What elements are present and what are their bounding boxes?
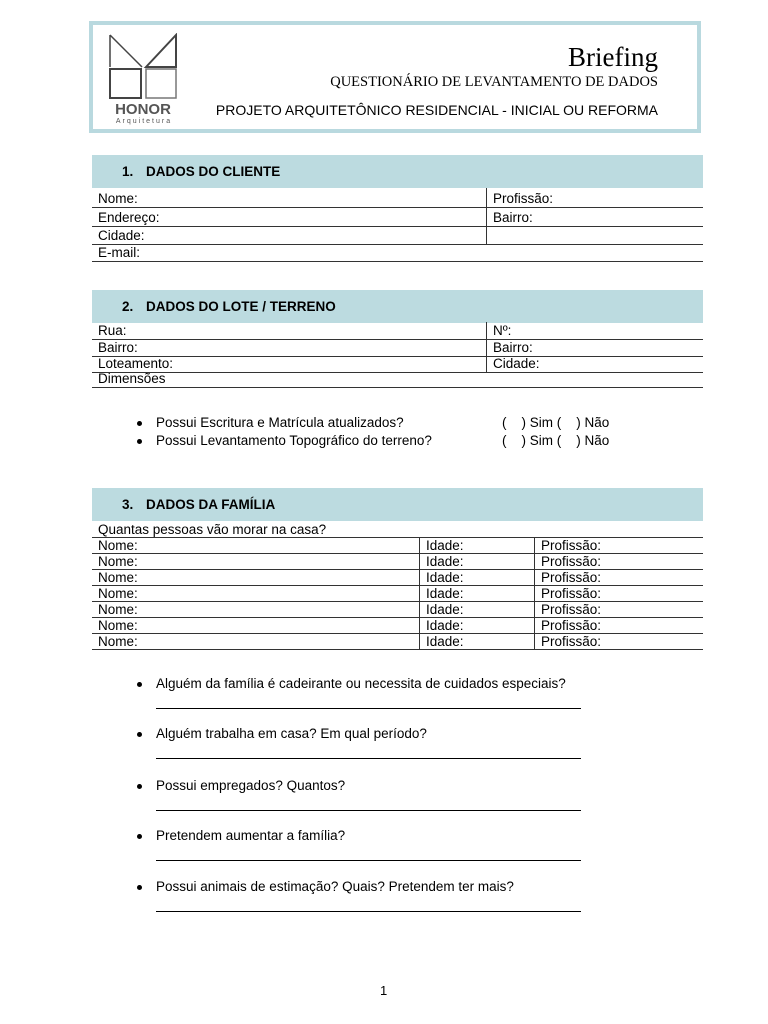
section-number: 1.	[122, 164, 134, 179]
family-question	[156, 726, 427, 741]
family-question	[156, 676, 566, 691]
field-label: Bairro:	[98, 340, 138, 355]
form-row[interactable]	[92, 188, 703, 208]
form-row[interactable]	[92, 208, 703, 227]
question-text: Alguém da família é cadeirante ou necessita de cuidados especiais?	[156, 676, 566, 691]
section-title: DADOS DO LOTE / TERRENO	[146, 299, 336, 314]
column-divider	[419, 570, 420, 585]
field-label: Idade:	[426, 634, 464, 649]
field-label: Nome:	[98, 191, 138, 206]
column-divider	[486, 357, 487, 372]
column-divider	[419, 602, 420, 617]
section-number: 3.	[122, 497, 134, 512]
section-1-header	[92, 155, 703, 188]
field-label: Endereço:	[98, 210, 160, 225]
answer-line[interactable]	[156, 708, 581, 709]
question-text: Possui animais de estimação? Quais? Pretendem ter mais?	[156, 879, 514, 894]
field-label: Nome:	[98, 634, 138, 649]
field-label: Nome:	[98, 570, 138, 585]
family-count-field[interactable]	[92, 520, 703, 538]
field-label: Profissão:	[493, 191, 554, 206]
field-label: Loteamento:	[98, 356, 174, 371]
family-question	[156, 879, 514, 894]
field-label: Profissão:	[541, 618, 602, 633]
field-label: Profissão:	[541, 634, 602, 649]
field-label: Profissão:	[541, 570, 602, 585]
column-divider	[486, 340, 487, 356]
family-member-row[interactable]	[92, 538, 703, 554]
form-row[interactable]	[92, 340, 703, 357]
column-divider	[419, 554, 420, 569]
section-number: 2.	[122, 299, 134, 314]
answer-line[interactable]	[156, 860, 581, 861]
field-label: Profissão:	[541, 538, 602, 553]
page-number: 1	[380, 983, 388, 998]
column-divider	[486, 208, 487, 226]
checklist-question	[156, 415, 404, 430]
field-label: Idade:	[426, 554, 464, 569]
section-title: DADOS DO CLIENTE	[146, 164, 281, 179]
family-member-row[interactable]	[92, 602, 703, 618]
column-divider	[486, 188, 487, 207]
field-label: Profissão:	[541, 602, 602, 617]
column-divider	[534, 618, 535, 633]
column-divider	[419, 538, 420, 553]
column-divider	[419, 586, 420, 601]
project-type: PROJETO ARQUITETÔNICO RESIDENCIAL - INICIAL OU REFORMA	[215, 102, 658, 118]
family-member-row[interactable]	[92, 554, 703, 570]
field-label: Idade:	[426, 538, 464, 553]
honor-logo	[108, 33, 180, 125]
field-label: Bairro:	[493, 340, 533, 355]
form-row[interactable]	[92, 245, 703, 262]
field-label: E-mail:	[98, 245, 141, 260]
field-label: Bairro:	[493, 210, 533, 225]
family-member-row[interactable]	[92, 618, 703, 634]
column-divider	[534, 634, 535, 649]
field-label: Cidade:	[98, 228, 145, 243]
column-divider	[486, 227, 487, 244]
doc-subtitle: QUESTIONÁRIO DE LEVANTAMENTO DE DADOS	[330, 74, 658, 90]
section-2-header	[92, 290, 703, 323]
yes-no-options[interactable]: ( ) Sim ( ) Não	[502, 415, 610, 430]
section-3-header	[92, 488, 703, 521]
field-label: Profissão:	[541, 586, 602, 601]
field-label: Nome:	[98, 618, 138, 633]
column-divider	[534, 538, 535, 553]
answer-line[interactable]	[156, 758, 581, 759]
field-label: Idade:	[426, 602, 464, 617]
question-text: Alguém trabalha em casa? Em qual período?	[156, 726, 427, 741]
column-divider	[534, 554, 535, 569]
field-label: Idade:	[426, 570, 464, 585]
field-label: Profissão:	[541, 554, 602, 569]
column-divider	[534, 570, 535, 585]
field-label: Dimensões	[98, 371, 166, 386]
form-row[interactable]	[92, 373, 703, 388]
svg-text:Arquitetura: Arquitetura	[115, 118, 173, 125]
column-divider	[419, 618, 420, 633]
yes-no-options[interactable]: ( ) Sim ( ) Não	[502, 433, 610, 448]
checklist-question	[156, 433, 432, 448]
field-label: Idade:	[426, 618, 464, 633]
question-text: Possui Escritura e Matrícula atualizados?	[156, 415, 404, 430]
field-label: Nome:	[98, 586, 138, 601]
question-text: Possui empregados? Quantos?	[156, 778, 346, 793]
column-divider	[534, 602, 535, 617]
field-label: Nº:	[493, 323, 512, 338]
answer-line[interactable]	[156, 810, 581, 811]
column-divider	[486, 322, 487, 339]
field-label: Rua:	[98, 323, 127, 338]
family-question	[156, 778, 345, 793]
section-title: DADOS DA FAMÍLIA	[146, 497, 276, 512]
field-label: Quantas pessoas vão morar na casa?	[98, 522, 327, 537]
family-member-row[interactable]	[92, 634, 703, 650]
family-member-row[interactable]	[92, 586, 703, 602]
form-row[interactable]	[92, 227, 703, 245]
field-label: Nome:	[98, 538, 138, 553]
question-text: Pretendem aumentar a família?	[156, 828, 346, 843]
family-question	[156, 828, 345, 843]
field-label: Nome:	[98, 554, 138, 569]
question-text: Possui Levantamento Topográfico do terreno?	[156, 433, 432, 448]
field-label: Nome:	[98, 602, 138, 617]
svg-text:HONOR: HONOR	[115, 101, 171, 118]
family-member-row[interactable]	[92, 570, 703, 586]
field-label: Idade:	[426, 586, 464, 601]
column-divider	[419, 634, 420, 649]
form-row[interactable]	[92, 357, 703, 373]
doc-title: Briefing	[568, 42, 658, 72]
answer-line[interactable]	[156, 911, 581, 912]
column-divider	[534, 586, 535, 601]
field-label: Cidade:	[493, 356, 540, 371]
form-row[interactable]	[92, 322, 703, 340]
